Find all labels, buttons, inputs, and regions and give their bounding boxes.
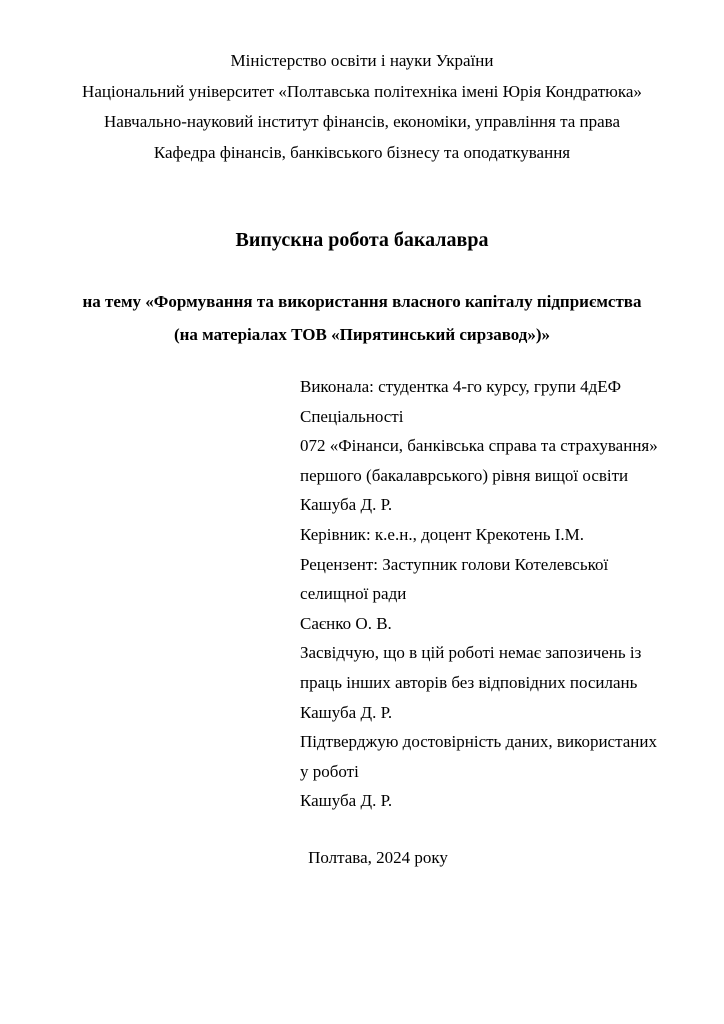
supervisor-line: Керівник: к.е.н., доцент Крекотень І.М.: [300, 524, 585, 544]
reviewer-line: Рецензент: Заступник голови Котелевської: [300, 554, 609, 574]
no-plagiarism-line-2: праць інших авторів без відповідних посилань: [300, 672, 638, 692]
data-accuracy-line-2: у роботі: [300, 761, 359, 781]
reviewer-name-line: Саєнко О. В.: [300, 613, 392, 633]
data-accuracy-line-1: Підтверджую достовірність даних, використаних: [300, 732, 657, 752]
thesis-topic: [0, 285, 724, 351]
university-line: Національний університет «Полтавська політехніка імені Юрія Кондратюка»: [82, 81, 642, 101]
student-signature-line-1: Кашуба Д. Р.: [300, 702, 393, 722]
topic-line-2: (на матеріалах ТОВ «Пирятинський сирзавод»)»: [173, 325, 551, 344]
performed-by-line: Виконала: студентка 4-го курсу, групи 4дЕФ: [300, 377, 622, 396]
institution-header: [0, 0, 724, 168]
student-name-line: Кашуба Д. Р.: [300, 495, 393, 515]
ministry-line: Міністерство освіти і науки України: [230, 51, 494, 70]
city-year-line: Полтава, 2024 року: [308, 847, 448, 867]
specialty-label-line: Спеціальності: [300, 406, 404, 426]
department-line: Кафедра фінансів, банківського бізнесу та оподаткування: [153, 142, 571, 162]
thesis-title: Випускна робота бакалавра: [235, 229, 489, 251]
institute-line: Навчально-науковий інститут фінансів, економіки, управління та права: [103, 112, 621, 131]
specialty-code-line: 072 «Фінанси, банківська справа та страхування»: [300, 436, 658, 456]
education-level-line: першого (бакалаврського) рівня вищої освіти: [300, 465, 629, 485]
reviewer-org-line: селищної ради: [300, 584, 407, 604]
student-signature-line-2: Кашуба Д. Р.: [300, 791, 393, 811]
author-details: [300, 372, 684, 816]
no-plagiarism-line-1: Засвідчую, що в цій роботі немає запозичень із: [300, 643, 642, 663]
topic-line-1: на тему «Формування та використання власного капіталу підприємства: [82, 292, 642, 311]
